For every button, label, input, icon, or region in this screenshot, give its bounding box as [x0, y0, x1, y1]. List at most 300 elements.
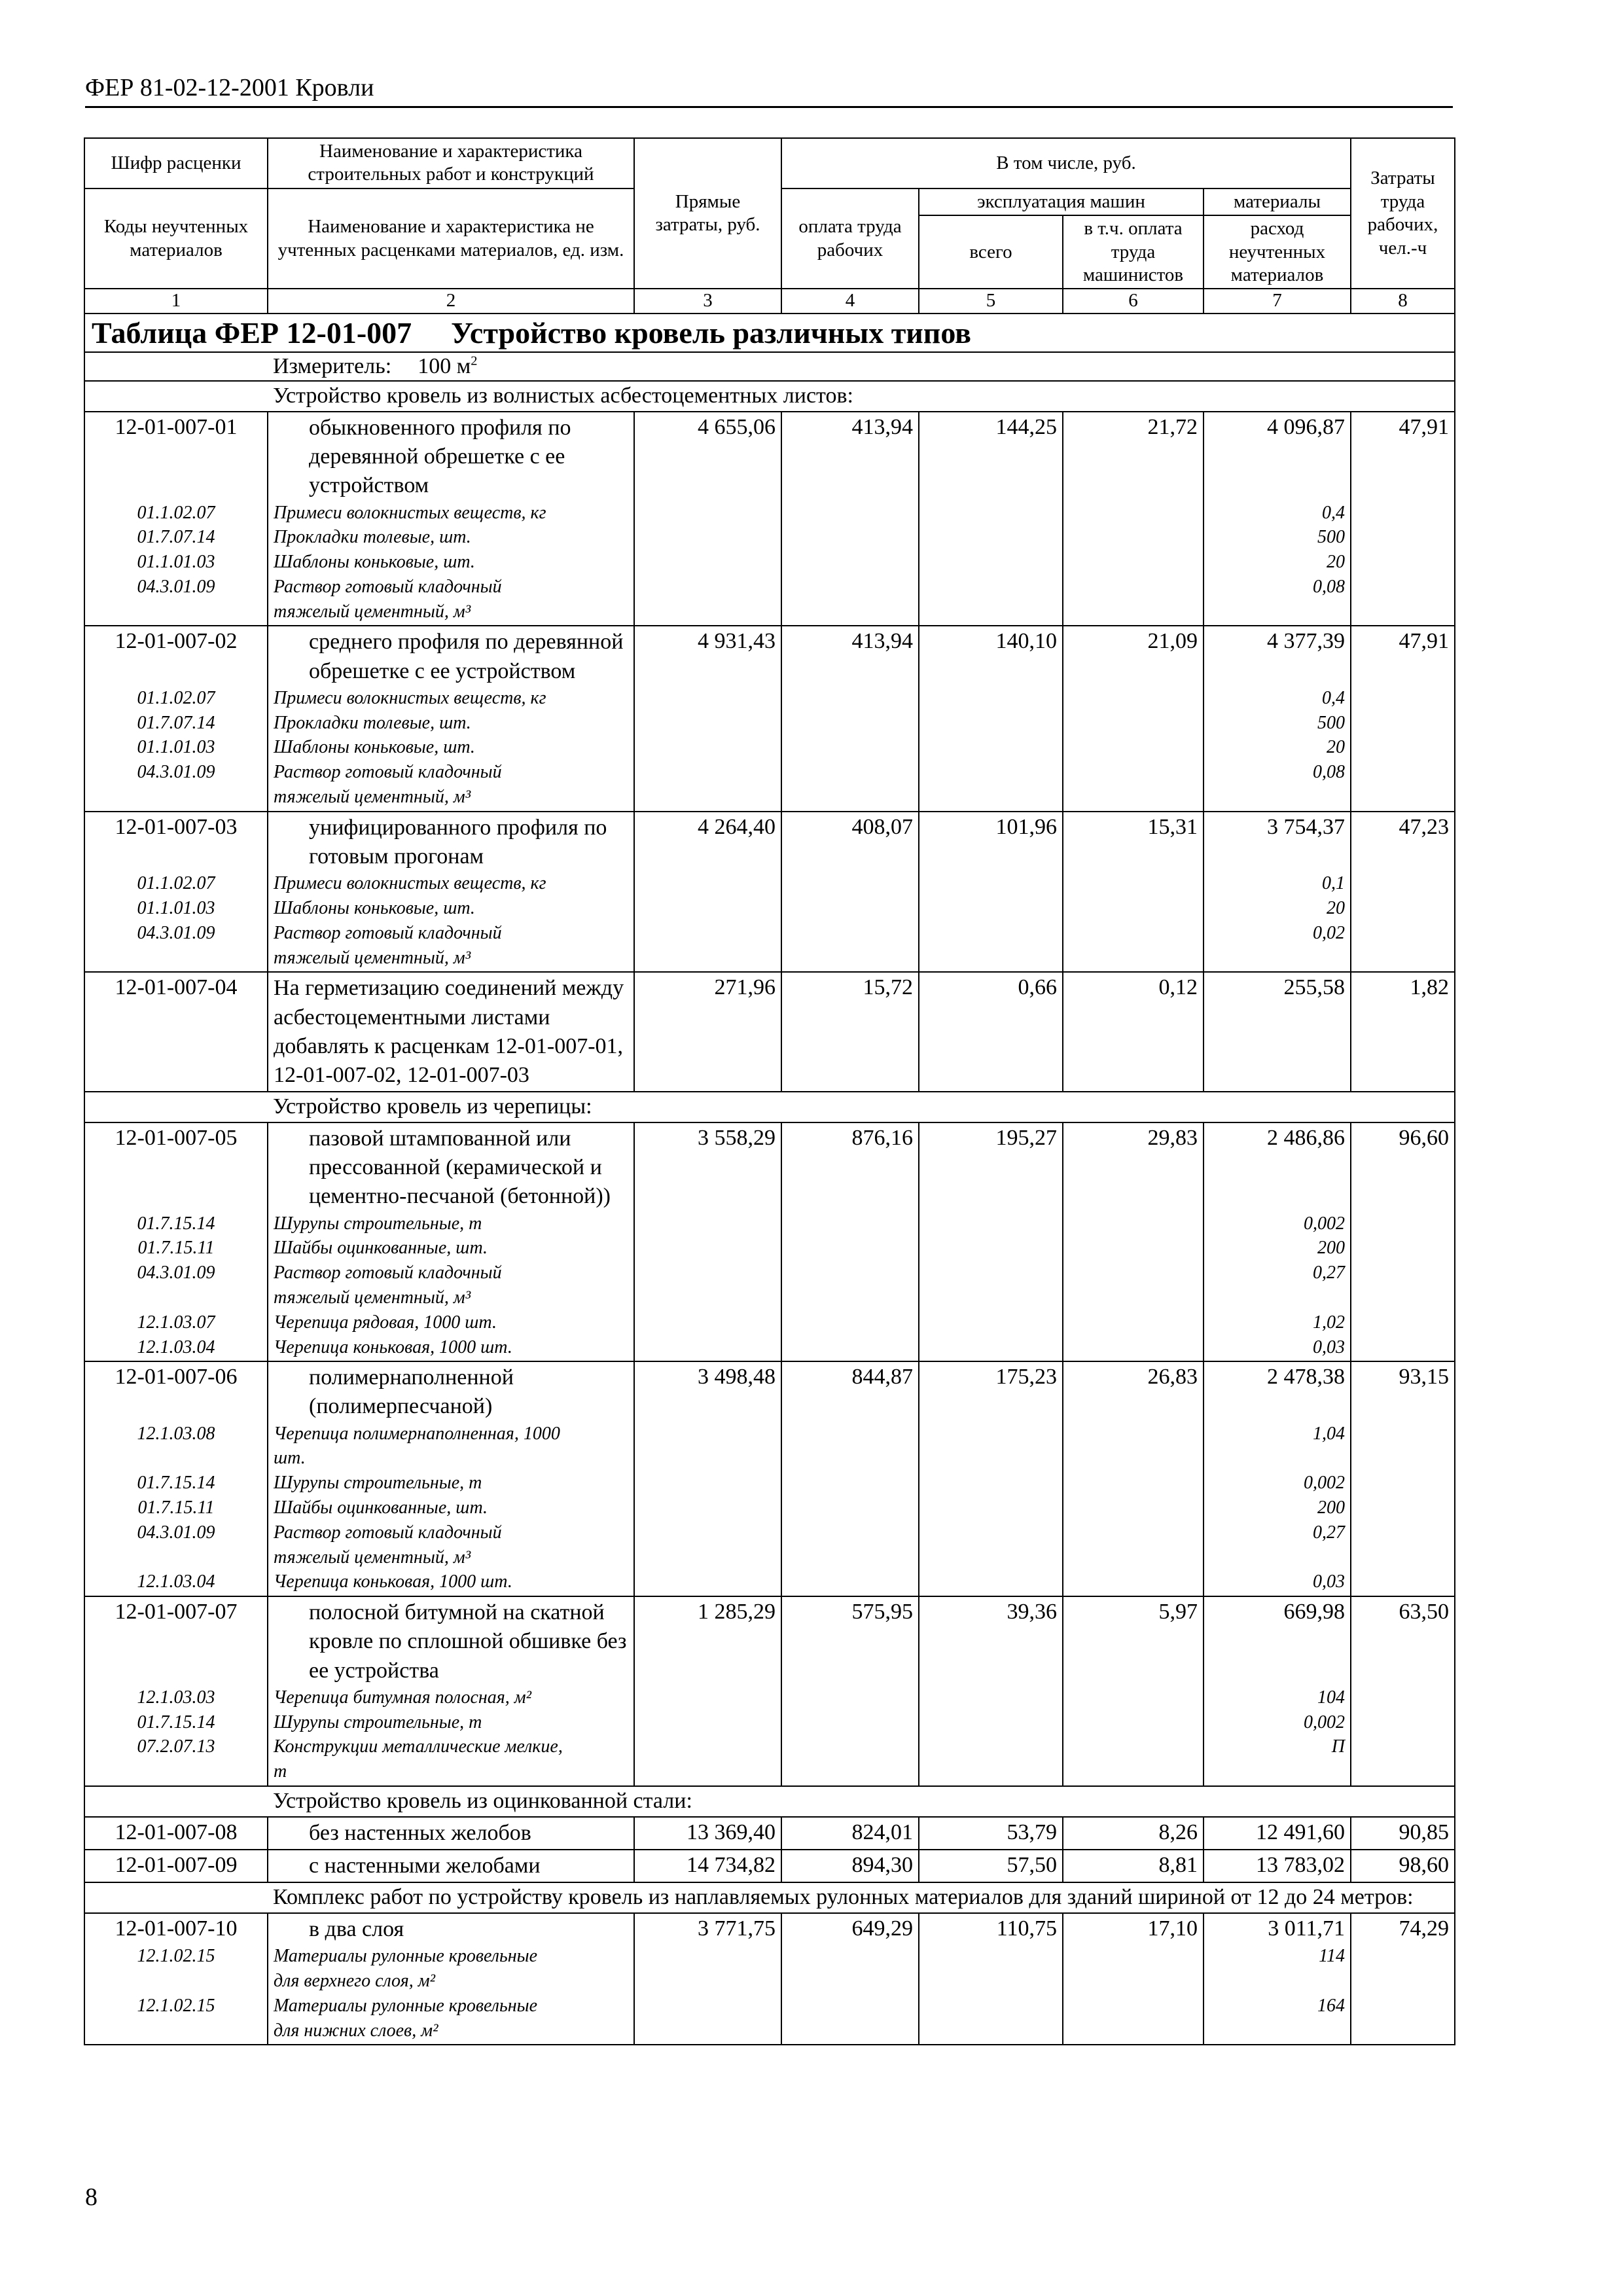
machines-labor: 0,12 [1158, 975, 1198, 1000]
row-name-cell [268, 412, 634, 626]
machines-total-cell [919, 626, 1063, 811]
material-name-line: Прокладки толевые, шт. [274, 712, 471, 733]
material-name [274, 1335, 628, 1360]
material-name [274, 686, 628, 711]
material-code: 01.1.02.07 [137, 687, 215, 708]
direct-cost: 271,96 [714, 975, 776, 1000]
material-code: 01.1.02.07 [137, 873, 215, 894]
machines-labor: 8,81 [1158, 1852, 1198, 1877]
labor-pay-cell [781, 1122, 919, 1361]
material-quantity: 0,002 [1304, 1473, 1345, 1494]
materials-cost: 13 783,02 [1256, 1852, 1345, 1877]
labor-pay: 413,94 [851, 629, 913, 654]
labor-pay-cell [781, 1817, 919, 1850]
direct-cost: 1 285,29 [698, 1600, 776, 1624]
material-code: 12.1.03.07 [137, 1312, 215, 1333]
table-number: Таблица ФЕР 12-01-007 [92, 316, 412, 350]
material-name [274, 501, 628, 526]
work-name-text: без настенных желобов [309, 1820, 531, 1845]
labor-hours: 90,85 [1399, 1820, 1449, 1844]
material-code: 01.1.02.07 [137, 502, 215, 523]
row-name-cell [268, 1122, 634, 1361]
work-name-text: обыкновенного профиля по деревянной обрешетке с ее устройством [309, 415, 571, 498]
labor-hours: 74,29 [1399, 1916, 1449, 1941]
rate-code: 12-01-007-06 [115, 1365, 238, 1390]
machines-labor: 29,83 [1147, 1125, 1198, 1150]
material-name [274, 871, 628, 896]
rate-code: 12-01-007-09 [115, 1852, 238, 1877]
direct-cost: 4 264,40 [698, 814, 776, 839]
machines-total-cell [919, 1361, 1063, 1596]
work-name-text: На герметизацию соединений между асбестоцементными листами добавлять к расценкам 12-01-007-01, 12-01-007-02, 12-01-007-03 [274, 976, 624, 1087]
work-name [274, 414, 628, 501]
materials-cell [1204, 812, 1351, 973]
direct-cost: 13 369,40 [687, 1820, 776, 1844]
material-name-line: Черепица коньковая, 1000 шт. [274, 1336, 512, 1357]
labor-hours-cell [1351, 1361, 1455, 1596]
labor-pay-cell [781, 1913, 919, 2045]
material-quantity: 200 [1317, 1498, 1345, 1518]
material-name-line: Раствор готовый кладочный [274, 1263, 502, 1283]
material-name-line: Черепица рядовая, 1000 шт. [274, 1312, 497, 1333]
row-code-cell [84, 1122, 268, 1361]
row-code-cell [84, 1913, 268, 2045]
material-name [274, 1944, 628, 1994]
material-quantity: 1,04 [1313, 1423, 1345, 1444]
row-code-cell [84, 1817, 268, 1850]
material-name [274, 550, 628, 575]
material-name [274, 1994, 628, 2043]
row-code-cell [84, 1850, 268, 1882]
direct-cost: 3 498,48 [698, 1365, 776, 1390]
materials-cell [1204, 626, 1351, 811]
work-name [274, 628, 628, 685]
column-number: 3 [634, 289, 781, 314]
labor-hours: 47,23 [1399, 814, 1449, 839]
material-name-line: шт. [274, 1448, 306, 1469]
material-name-line: Шайбы оцинкованные, шт. [274, 1498, 488, 1518]
material-name [274, 1520, 628, 1570]
material-name-line: Шаблоны коньковые, шт. [274, 737, 475, 758]
material-name [274, 1496, 628, 1520]
column-number: 4 [781, 289, 919, 314]
work-name-text: полимернаполненной (полимерпесчаной) [309, 1365, 514, 1419]
direct-cost-cell [634, 812, 781, 973]
including-header: В том числе, руб. [781, 138, 1351, 188]
column-number: 7 [1204, 289, 1351, 314]
labor-pay: 413,94 [851, 414, 913, 439]
material-name-line: Черепица битумная полосная, м² [274, 1687, 532, 1708]
direct-cost: 3 558,29 [698, 1125, 776, 1150]
labor-hours-cell [1351, 626, 1455, 811]
direct-cost: 4 931,43 [698, 629, 776, 654]
machines-total: 140,10 [995, 629, 1057, 654]
column-number: 5 [919, 289, 1063, 314]
material-code: 01.1.01.03 [137, 552, 215, 573]
work-name [274, 974, 628, 1090]
material-name [274, 1710, 628, 1735]
materials-name-header: Наименование и характеристика не учтенных расценками материалов, ед. изм. [268, 188, 634, 289]
section-code-cell [84, 1882, 268, 1913]
work-name-text: с настенными желобами [309, 1853, 541, 1878]
direct-cost-cell [634, 412, 781, 626]
machines-labor-cell [1063, 1817, 1204, 1850]
labor-pay-cell [781, 812, 919, 973]
table-row [84, 812, 1455, 973]
material-code: 01.7.15.14 [137, 1712, 215, 1732]
materials-cost: 3 011,71 [1268, 1916, 1345, 1941]
column-number: 6 [1063, 289, 1204, 314]
work-name-text: пазовой штампованной или прессованной (керамической и цементно-песчаной (бетонной)) [309, 1126, 611, 1209]
material-name-line: Конструкции металлические мелкие, [274, 1736, 563, 1757]
table-row [84, 1122, 1455, 1361]
work-name [274, 1852, 628, 1880]
work-name [274, 1598, 628, 1685]
material-code: 12.1.03.03 [137, 1687, 215, 1708]
meter-label: Измеритель: [273, 354, 392, 379]
labor-pay-cell [781, 1596, 919, 1786]
material-name-line: тяжелый цементный, м³ [274, 947, 471, 968]
machines-total: 53,79 [1007, 1820, 1057, 1844]
row-name-cell [268, 1361, 634, 1596]
labor-hours: 1,82 [1410, 975, 1449, 1000]
rate-code: 12-01-007-05 [115, 1125, 238, 1150]
material-name [274, 760, 628, 810]
machines-total: 175,23 [995, 1365, 1057, 1390]
labor-hours: 47,91 [1399, 414, 1449, 439]
material-name-line: тяжелый цементный, м³ [274, 787, 471, 808]
material-name-line: Шайбы оцинкованные, шт. [274, 1238, 488, 1259]
materials-cell [1204, 1361, 1351, 1596]
material-name-line: Материалы рулонные кровельные [274, 1946, 537, 1967]
meter-value: 100 м [418, 354, 471, 379]
rate-code: 12-01-007-03 [115, 814, 238, 839]
material-quantity: 114 [1319, 1946, 1345, 1967]
material-name [274, 1211, 628, 1236]
material-code: 04.3.01.09 [137, 576, 215, 597]
material-name-line: тяжелый цементный, м³ [274, 601, 471, 622]
material-name-line: Примеси волокнистых веществ, кг [274, 873, 546, 894]
material-quantity: 0,002 [1304, 1213, 1345, 1234]
material-name-line: Раствор готовый кладочный [274, 922, 502, 943]
labor-hours: 63,50 [1399, 1600, 1449, 1624]
labor-hours-cell [1351, 1122, 1455, 1361]
material-quantity: 0,02 [1313, 922, 1345, 943]
labor-pay-cell [781, 626, 919, 811]
meter [268, 352, 1455, 381]
direct-costs-header: Прямые затраты, руб. [634, 138, 781, 289]
direct-cost-cell [634, 1361, 781, 1596]
machines-labor: 15,31 [1147, 814, 1198, 839]
section-row [84, 1786, 1455, 1817]
materials-code-header: Коды неучтенных материалов [84, 188, 268, 289]
labor-hours-cell [1351, 412, 1455, 626]
row-name-cell [268, 1850, 634, 1882]
table-row [84, 626, 1455, 811]
material-quantity: 0,002 [1304, 1712, 1345, 1732]
material-name [274, 1422, 628, 1471]
material-quantity: 0,27 [1313, 1263, 1345, 1283]
labor-pay: 408,07 [851, 814, 913, 839]
material-name-line: Шаблоны коньковые, шт. [274, 898, 475, 919]
table-subtitle: Устройство кровель различных типов [451, 316, 972, 350]
material-name [274, 1685, 628, 1710]
machines-total-cell [919, 1913, 1063, 2045]
materials-cost: 4 377,39 [1267, 629, 1345, 654]
labor-hours: 93,15 [1399, 1365, 1449, 1390]
machines-total: 195,27 [995, 1125, 1057, 1150]
row-code-cell [84, 1596, 268, 1786]
material-code: 12.1.03.04 [137, 1571, 215, 1592]
labor-pay: 649,29 [851, 1916, 913, 1941]
direct-cost: 3 771,75 [698, 1916, 776, 1941]
material-code: 12.1.02.15 [137, 1995, 215, 2016]
section-title: Устройство кровель из оцинкованной стали: [268, 1786, 1455, 1817]
labor-hours: 47,91 [1399, 629, 1449, 654]
materials-cell [1204, 1817, 1351, 1850]
rate-code: 12-01-007-07 [115, 1600, 238, 1624]
labor-pay: 824,01 [851, 1820, 913, 1844]
rate-code: 12-01-007-10 [115, 1916, 238, 1941]
material-name-line: для нижних слоев, м² [274, 2020, 438, 2041]
materials-cell [1204, 1122, 1351, 1361]
column-number: 2 [268, 289, 634, 314]
material-name-line: Шаблоны коньковые, шт. [274, 552, 475, 573]
material-code: 01.1.01.03 [137, 898, 215, 919]
materials-cost: 3 754,37 [1267, 814, 1345, 839]
materials-cost: 255,58 [1283, 975, 1345, 1000]
rate-code: 12-01-007-02 [115, 629, 238, 654]
work-name-text: среднего профиля по деревянной обрешетке с ее устройством [309, 630, 624, 683]
row-name-cell [268, 1913, 634, 2045]
material-quantity: 0,03 [1313, 1336, 1345, 1357]
machines-total: 110,75 [996, 1916, 1057, 1941]
material-name [274, 921, 628, 971]
rate-code: 12-01-007-04 [115, 975, 238, 1000]
materials-cost: 669,98 [1283, 1600, 1345, 1624]
material-quantity: 200 [1317, 1238, 1345, 1259]
material-name [274, 1734, 628, 1784]
labor-pay-header: оплата труда рабочих [781, 188, 919, 289]
work-name-text: унифицированного профиля по готовым прогонам [309, 815, 607, 869]
section-row [84, 1882, 1455, 1913]
materials-cost: 2 478,38 [1267, 1365, 1345, 1390]
material-name [274, 1310, 628, 1335]
direct-cost-cell [634, 972, 781, 1092]
table-row [84, 412, 1455, 626]
material-name-line: Шурупы строительные, т [274, 1213, 482, 1234]
row-code-cell [84, 412, 268, 626]
material-name-line: Прокладки толевые, шт. [274, 527, 471, 548]
material-name [274, 896, 628, 921]
material-quantity: 0,27 [1313, 1522, 1345, 1543]
labor-pay: 575,95 [851, 1600, 913, 1624]
column-number: 1 [84, 289, 268, 314]
machines-total-cell [919, 972, 1063, 1092]
material-name [274, 1471, 628, 1496]
machines-total-cell [919, 1850, 1063, 1882]
table-row [84, 1817, 1455, 1850]
labor-hours: 96,60 [1399, 1125, 1449, 1150]
material-name-line: Раствор готовый кладочный [274, 576, 502, 597]
row-code-cell [84, 812, 268, 973]
material-code: 01.7.15.11 [137, 1238, 215, 1259]
machines-total-header: всего [919, 215, 1063, 289]
machines-total: 144,25 [995, 414, 1057, 439]
labor-hours-cell [1351, 1913, 1455, 2045]
work-name [274, 1819, 628, 1848]
row-name-cell [268, 812, 634, 973]
material-quantity: 500 [1317, 527, 1345, 548]
material-code: 01.7.15.14 [137, 1473, 215, 1494]
material-quantity: 0,03 [1313, 1571, 1345, 1592]
machines-total-cell [919, 1122, 1063, 1361]
materials-cell [1204, 972, 1351, 1092]
meter-row [84, 352, 1455, 381]
materials-cell [1204, 1596, 1351, 1786]
materials-cost: 4 096,87 [1267, 414, 1345, 439]
material-quantity: 104 [1317, 1687, 1345, 1708]
labor-costs-header: Затраты труда рабочих, чел.-ч [1351, 138, 1455, 289]
machines-total-cell [919, 412, 1063, 626]
material-quantity: 164 [1317, 1995, 1345, 2016]
work-name [274, 1124, 628, 1211]
material-name-line: тяжелый цементный, м³ [274, 1547, 471, 1568]
material-name-line: Черепица коньковая, 1000 шт. [274, 1571, 512, 1592]
material-name-line: тяжелый цементный, м³ [274, 1287, 471, 1308]
direct-cost-cell [634, 1596, 781, 1786]
work-name [274, 1915, 628, 1944]
material-code: 01.1.01.03 [137, 737, 215, 758]
material-name-line: Раствор готовый кладочный [274, 1522, 502, 1543]
materials-use-header: расход неучтенных материалов [1204, 215, 1351, 289]
table-row [84, 1596, 1455, 1786]
material-name [274, 1236, 628, 1261]
labor-hours-cell [1351, 812, 1455, 973]
material-quantity: 0,08 [1313, 762, 1345, 783]
material-quantity: 20 [1327, 898, 1345, 919]
labor-pay: 844,87 [851, 1365, 913, 1390]
materials-cost: 12 491,60 [1256, 1820, 1345, 1844]
row-code-cell [84, 972, 268, 1092]
labor-hours: 98,60 [1399, 1852, 1449, 1877]
row-code-cell [84, 626, 268, 811]
machines-labor-cell [1063, 972, 1204, 1092]
section-code-cell [84, 1786, 268, 1817]
labor-pay-cell [781, 1850, 919, 1882]
material-quantity: 500 [1317, 712, 1345, 733]
material-quantity: 0,4 [1322, 502, 1345, 523]
material-code: 12.1.03.04 [137, 1336, 215, 1357]
material-code: 01.7.07.14 [137, 527, 215, 548]
material-quantity: 20 [1327, 737, 1345, 758]
row-name-cell [268, 972, 634, 1092]
material-name [274, 1570, 628, 1594]
work-name [274, 814, 628, 871]
material-name [274, 735, 628, 760]
machines-labor: 5,97 [1158, 1600, 1198, 1624]
direct-cost: 14 734,82 [687, 1852, 776, 1877]
machines-labor-cell [1063, 626, 1204, 811]
section-row [84, 381, 1455, 412]
labor-pay: 876,16 [851, 1125, 913, 1150]
material-name [274, 575, 628, 624]
machines-labor-cell [1063, 1122, 1204, 1361]
material-name-line: Черепица полимернаполненная, 1000 [274, 1423, 560, 1444]
material-name-line: т [274, 1761, 287, 1782]
material-name-line: Материалы рулонные кровельные [274, 1995, 537, 2016]
material-quantity: 0,4 [1322, 687, 1345, 708]
page-header: ФЕР 81-02-12-2001 Кровли [85, 73, 1453, 108]
table-title-row [84, 314, 1455, 352]
material-code: 12.1.03.08 [137, 1423, 215, 1444]
labor-hours-cell [1351, 1817, 1455, 1850]
row-code-cell [84, 1361, 268, 1596]
table-row [84, 1913, 1455, 2045]
direct-cost-cell [634, 1817, 781, 1850]
machines-total-cell [919, 1817, 1063, 1850]
material-quantity: 0,08 [1313, 576, 1345, 597]
machines-total: 39,36 [1007, 1600, 1057, 1624]
machines-labor-cell [1063, 1850, 1204, 1882]
machines-header: эксплуатация машин [919, 188, 1204, 215]
machines-labor: 21,09 [1147, 629, 1198, 654]
meter-unit-sup: 2 [471, 353, 478, 368]
rate-code: 12-01-007-01 [115, 414, 238, 439]
labor-pay: 15,72 [863, 975, 913, 1000]
materials-cell [1204, 412, 1351, 626]
machines-total-cell [919, 812, 1063, 973]
material-code: 12.1.02.15 [137, 1946, 215, 1967]
direct-cost-cell [634, 1122, 781, 1361]
materials-cell [1204, 1913, 1351, 2045]
material-name-line: Шурупы строительные, т [274, 1473, 482, 1494]
material-name [274, 1261, 628, 1310]
section-row [84, 1092, 1455, 1122]
machines-total: 57,50 [1007, 1852, 1057, 1877]
material-code: 04.3.01.09 [137, 1263, 215, 1283]
machines-total: 101,96 [995, 814, 1057, 839]
page-number: 8 [85, 2183, 98, 2211]
machines-total-cell [919, 1596, 1063, 1786]
direct-cost-cell [634, 626, 781, 811]
material-name-line: для верхнего слоя, м² [274, 1970, 435, 1991]
section-title: Комплекс работ по устройству кровель из наплавляемых рулонных материалов для зданий шириной от 12 до 24 метров: [268, 1882, 1455, 1913]
name-header: Наименование и характеристика строительных работ и конструкций [268, 138, 634, 188]
material-quantity: 0,1 [1322, 873, 1345, 894]
table-title [84, 314, 1455, 352]
labor-pay-cell [781, 412, 919, 626]
labor-pay-cell [781, 972, 919, 1092]
material-code: 01.7.15.14 [137, 1213, 215, 1234]
machines-labor-cell [1063, 1361, 1204, 1596]
machines-labor-cell [1063, 812, 1204, 973]
machines-labor-cell [1063, 1596, 1204, 1786]
labor-pay: 894,30 [851, 1852, 913, 1877]
direct-cost: 4 655,06 [698, 414, 776, 439]
materials-cost: 2 486,86 [1267, 1125, 1345, 1150]
table-row [84, 972, 1455, 1092]
section-code-cell [84, 381, 268, 412]
machines-labor-header: в т.ч. оплата труда машинистов [1063, 215, 1204, 289]
material-quantity: 20 [1327, 552, 1345, 573]
material-code: 04.3.01.09 [137, 762, 215, 783]
machines-total: 0,66 [1018, 975, 1057, 1000]
row-name-cell [268, 626, 634, 811]
materials-cell [1204, 1850, 1351, 1882]
material-name-line: Раствор готовый кладочный [274, 762, 502, 783]
table-row [84, 1361, 1455, 1596]
